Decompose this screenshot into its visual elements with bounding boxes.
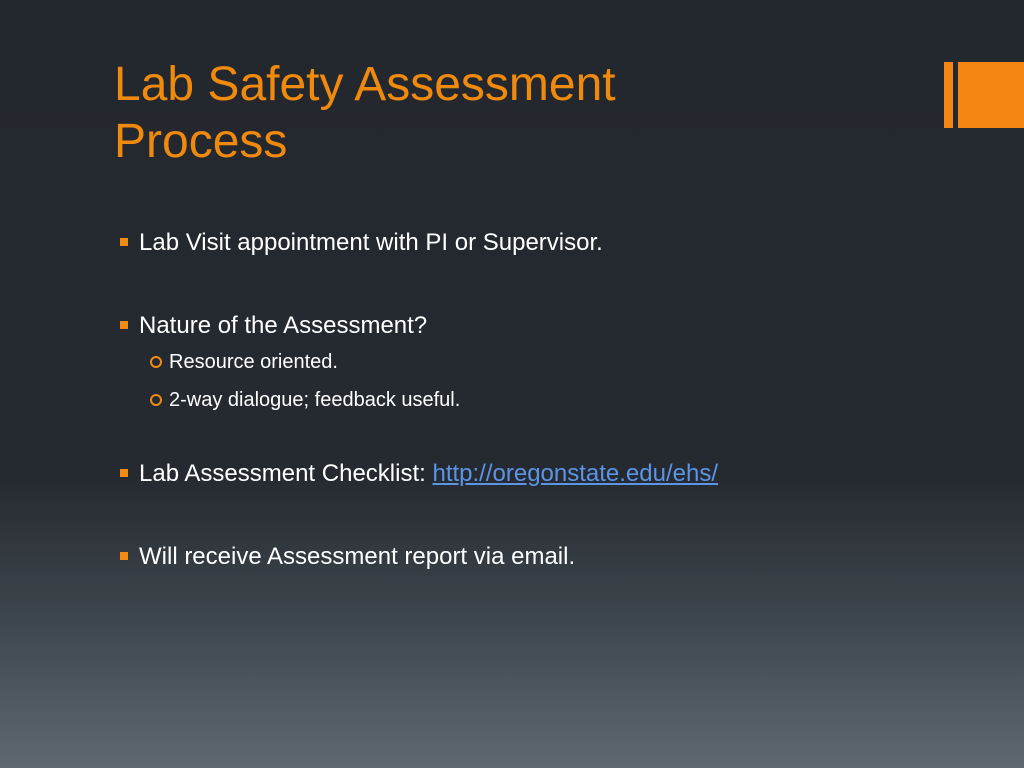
sub-bullet-text: 2-way dialogue; feedback useful. (169, 389, 461, 411)
bullet-item-checklist (118, 457, 978, 491)
square-bullet-icon (120, 321, 128, 329)
sub-bullet-item-resource (118, 343, 978, 381)
square-bullet-icon (120, 238, 128, 246)
bullet-list (118, 226, 978, 574)
sub-bullet-item-dialogue (118, 381, 978, 419)
bullet-item-lab-visit (118, 226, 978, 260)
bullet-item-nature (118, 309, 978, 343)
bullet-text: Will receive Assessment report via email. (139, 543, 576, 570)
orange-bar-block-logo-icon (944, 62, 1024, 128)
bullet-item-report (118, 540, 978, 574)
bullet-text: Lab Visit appointment with PI or Supervisor. (139, 229, 603, 256)
checklist-link[interactable]: http://oregonstate.edu/ehs/ (432, 460, 719, 487)
bullet-text: Nature of the Assessment? (139, 312, 428, 339)
square-bullet-icon (120, 469, 128, 477)
slide-title (114, 56, 754, 170)
logo-block (958, 62, 1024, 128)
square-bullet-icon (120, 552, 128, 560)
slide-title-line-1: Lab Safety Assessment (114, 58, 616, 111)
circle-bullet-icon (150, 356, 162, 368)
sub-bullet-text: Resource oriented. (169, 351, 338, 373)
logo-bar (944, 62, 953, 128)
circle-bullet-icon (150, 394, 162, 406)
slide-title-line-2: Process (114, 115, 288, 168)
bullet-text: Lab Assessment Checklist: (139, 460, 433, 487)
